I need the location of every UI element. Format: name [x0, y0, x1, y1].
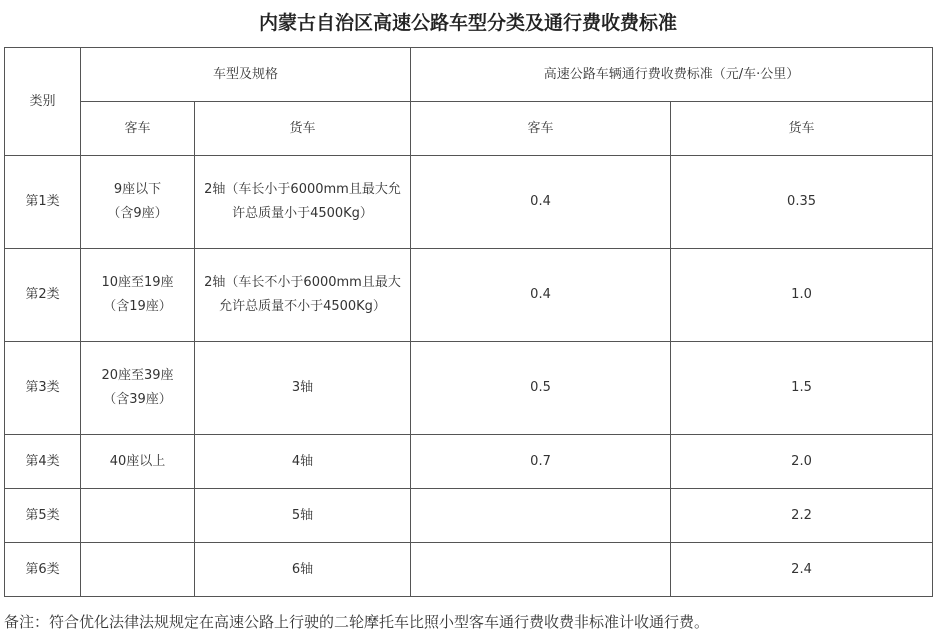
- row-passenger-spec: [81, 342, 195, 435]
- passenger-spec-line: （含9座）: [107, 206, 168, 221]
- row-category: 第5类: [5, 489, 81, 543]
- truck-spec-line: 5轴: [291, 507, 314, 523]
- passenger-spec-line: （含19座）: [103, 299, 172, 314]
- truck-spec-line: 2轴（车长不小于6000mm且最大: [204, 275, 401, 290]
- row-fee-passenger: 0.7: [411, 435, 671, 489]
- row-fee-passenger: [411, 543, 671, 597]
- table-row: [5, 435, 933, 489]
- passenger-spec-line: 20座至39座: [101, 368, 174, 383]
- row-fee-passenger: 0.4: [411, 156, 671, 249]
- passenger-spec-line: 10座至19座: [101, 275, 174, 290]
- truck-spec-line: 允许总质量不小于4500Kg）: [219, 299, 386, 314]
- row-truck-spec: [195, 249, 411, 342]
- page-title: 内蒙古自治区高速公路车型分类及通行费收费标准: [258, 12, 677, 34]
- row-fee-passenger: 0.4: [411, 249, 671, 342]
- truck-spec-line: 4轴: [291, 453, 314, 469]
- table-row: [5, 489, 933, 543]
- header-row-bottom: [5, 102, 933, 156]
- row-fee-truck: 1.0: [671, 249, 933, 342]
- header-fee-group: 高速公路车辆通行费收费标准（元/车·公里）: [411, 48, 933, 102]
- row-fee-truck: 2.4: [671, 543, 933, 597]
- header-fee-passenger: 客车: [411, 102, 671, 156]
- row-category: 第6类: [5, 543, 81, 597]
- row-passenger-spec: [81, 156, 195, 249]
- row-truck-spec: [195, 342, 411, 435]
- row-truck-spec: [195, 435, 411, 489]
- footnote: 备注：符合优化法律法规规定在高速公路上行驶的二轮摩托车比照小型客车通行费收费非标准计收通行费。: [4, 613, 710, 631]
- row-fee-truck: 1.5: [671, 342, 933, 435]
- row-passenger-spec: [81, 543, 195, 597]
- table-row: [5, 543, 933, 597]
- row-fee-truck: 2.2: [671, 489, 933, 543]
- passenger-spec-line: （含39座）: [103, 392, 172, 407]
- table-row: [5, 249, 933, 342]
- fee-standard-table: [4, 47, 933, 597]
- row-category: 第4类: [5, 435, 81, 489]
- row-truck-spec: [195, 543, 411, 597]
- row-truck-spec: [195, 156, 411, 249]
- row-truck-spec: [195, 489, 411, 543]
- truck-spec-line: 6轴: [291, 561, 314, 577]
- table-row: [5, 156, 933, 249]
- row-fee-truck: 0.35: [671, 156, 933, 249]
- header-spec-passenger: 客车: [81, 102, 195, 156]
- truck-spec-line: 3轴: [291, 380, 314, 395]
- row-passenger-spec: [81, 249, 195, 342]
- truck-spec-line: 2轴（车长小于6000mm且最大允: [204, 182, 401, 197]
- row-fee-passenger: [411, 489, 671, 543]
- header-spec-truck: 货车: [195, 102, 411, 156]
- row-passenger-spec: [81, 435, 195, 489]
- header-spec-group: 车型及规格: [81, 48, 411, 102]
- header-row-top: [5, 48, 933, 102]
- row-category: 第1类: [5, 156, 81, 249]
- passenger-spec-line: 9座以下: [113, 182, 162, 197]
- passenger-spec-line: 40座以上: [109, 453, 166, 469]
- row-fee-truck: 2.0: [671, 435, 933, 489]
- row-fee-passenger: 0.5: [411, 342, 671, 435]
- row-category: 第3类: [5, 342, 81, 435]
- header-fee-truck: 货车: [671, 102, 933, 156]
- row-passenger-spec: [81, 489, 195, 543]
- header-category: 类别: [5, 48, 81, 156]
- truck-spec-line: 许总质量小于4500Kg）: [232, 206, 373, 221]
- row-category: 第2类: [5, 249, 81, 342]
- table-row: [5, 342, 933, 435]
